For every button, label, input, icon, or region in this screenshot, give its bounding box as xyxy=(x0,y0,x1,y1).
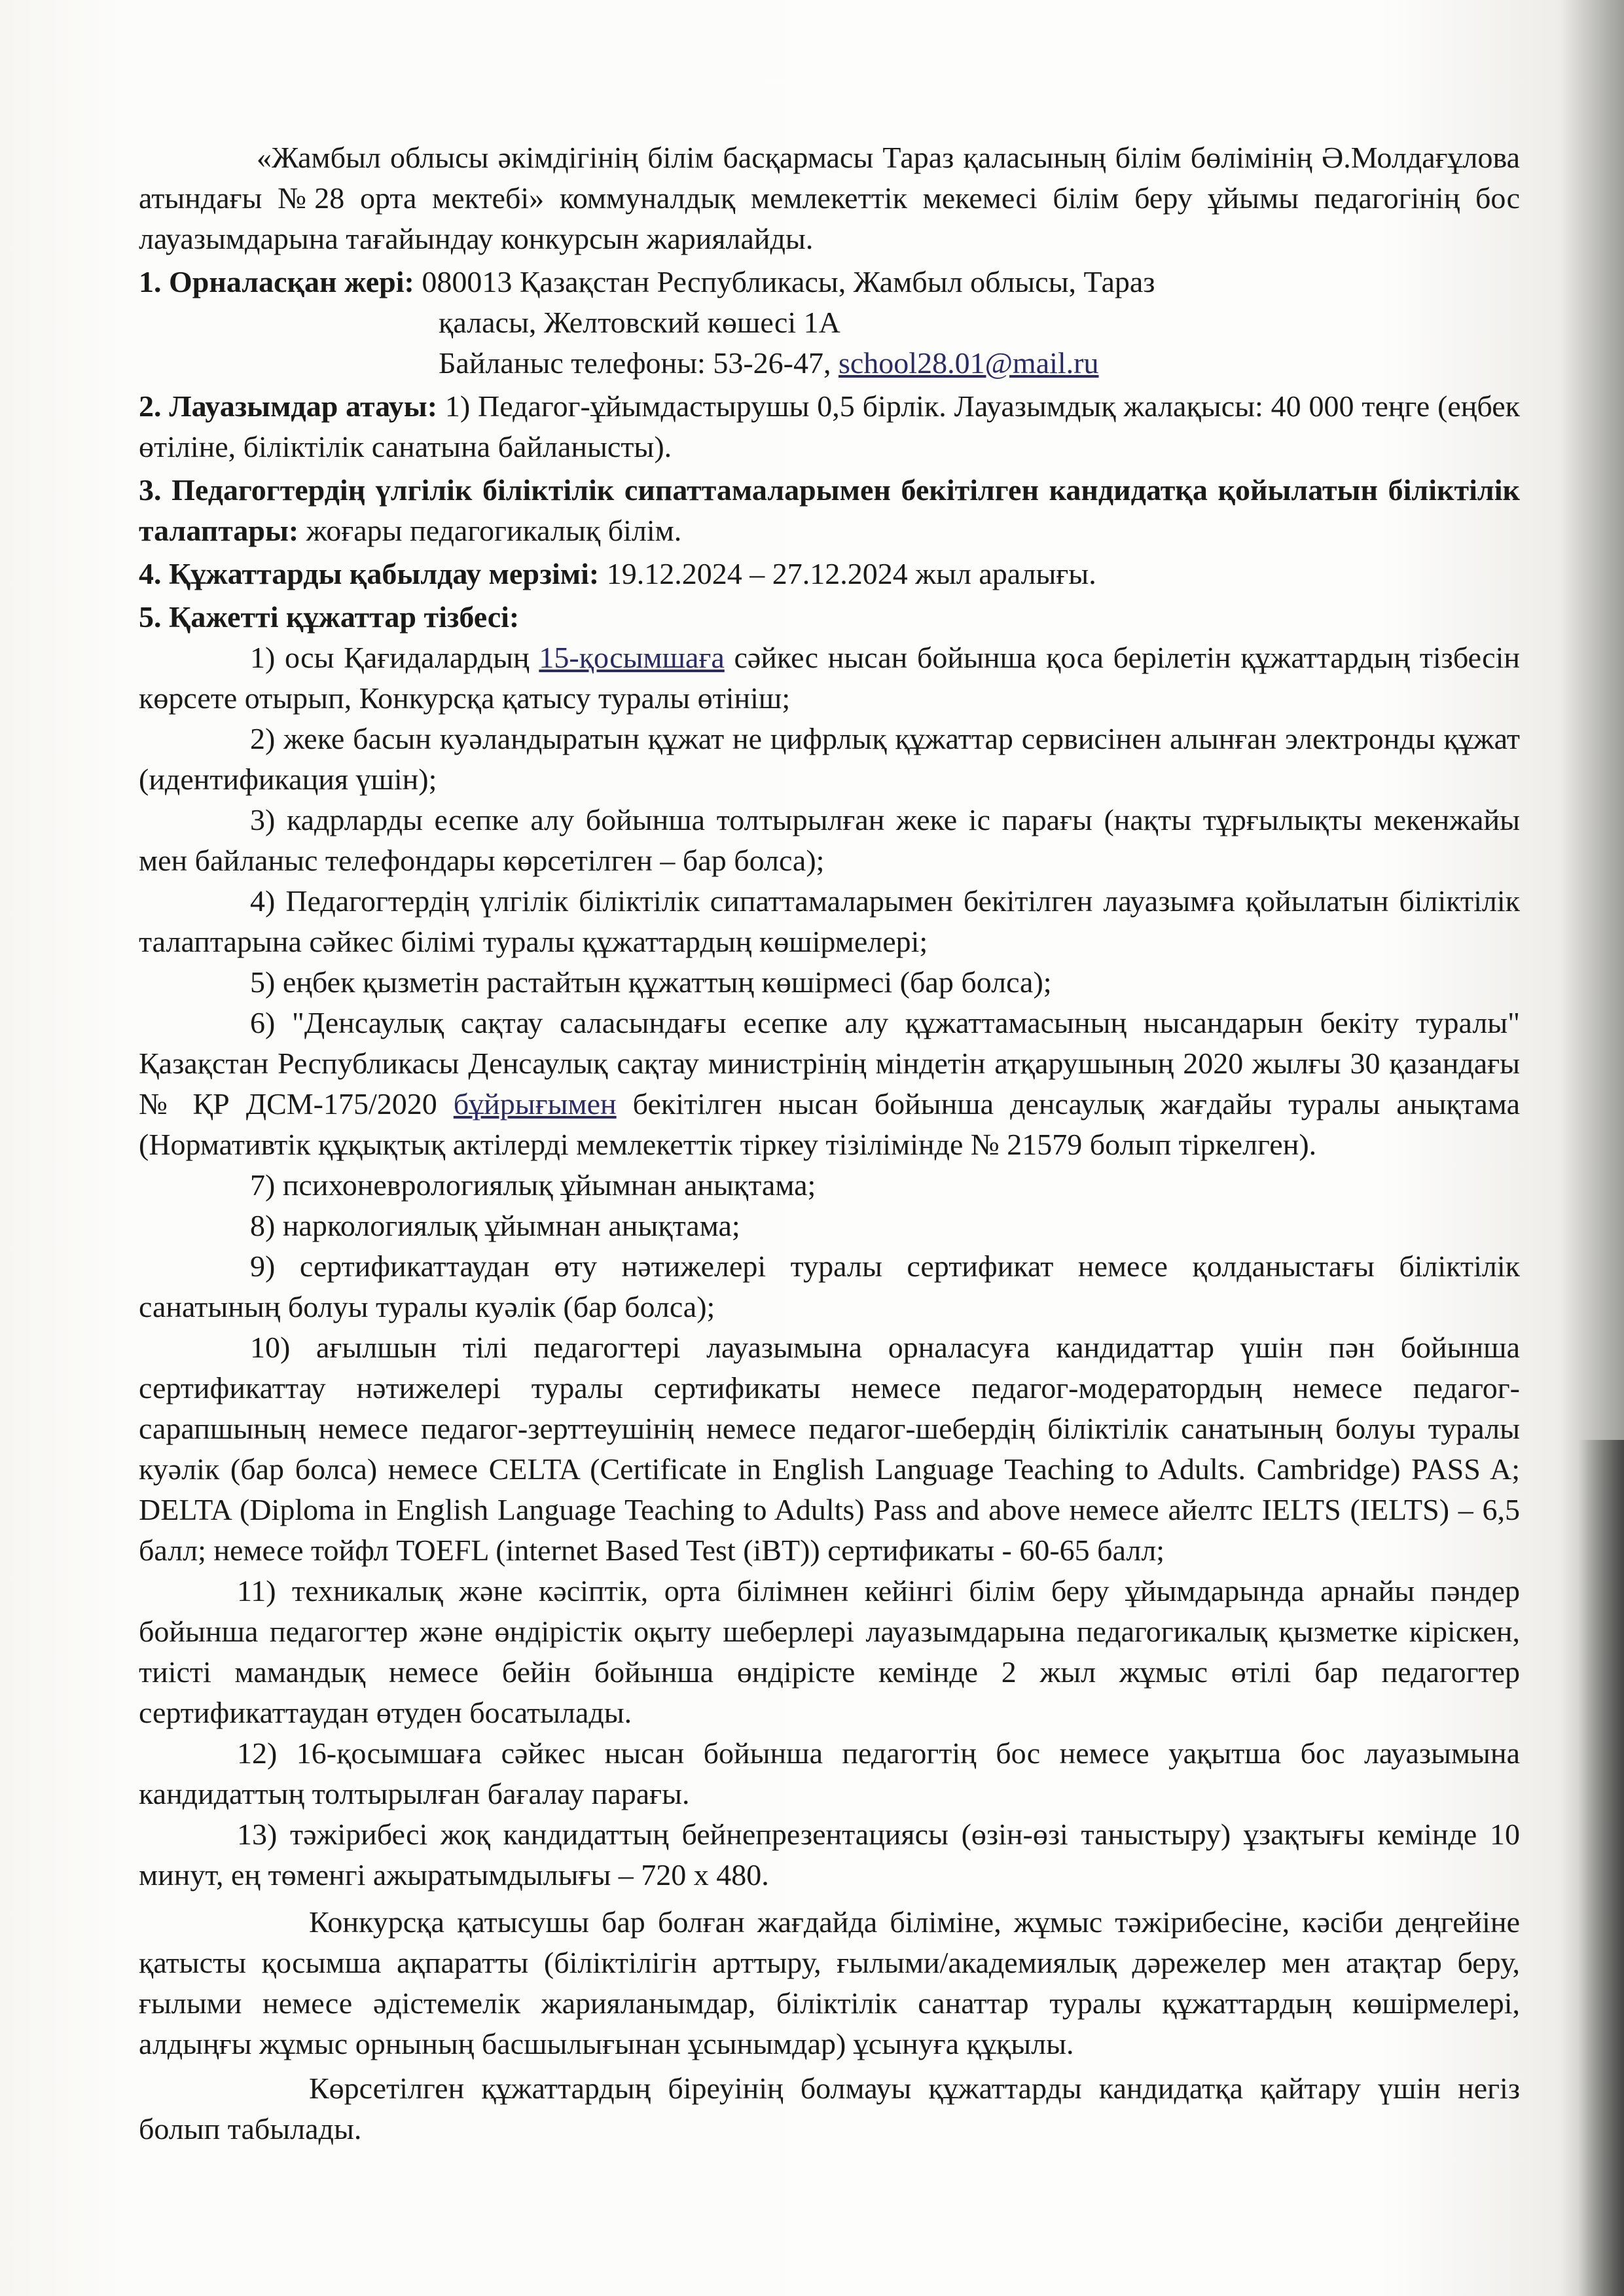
section-deadline-text: 19.12.2024 – 27.12.2024 жыл аралығы. xyxy=(599,557,1096,590)
doc-item-7: 7) психоневрологиялық ұйымнан анықтама; xyxy=(250,1168,816,1202)
doc-item-9: 9) сертификаттаудан өту нәтижелері туралы сертификат немесе қолданыстағы біліктілік санатының болуы туралы куәлік (бар болса); xyxy=(139,1249,1520,1323)
section-requirements-label: 3. Педагогтердің үлгілік біліктілік сипаттамаларымен бекітілген кандидатқа қойылатын біліктілік талаптары: xyxy=(139,473,1520,547)
document-body xyxy=(139,137,1520,2149)
note-missing-documents: Көрсетілген құжаттардың біреуінің болмауы құжаттарды кандидатқа қайтару үшін негіз болып табылады. xyxy=(139,2072,1520,2145)
doc-item-6-text-b: бекітілген нысан бойынша денсаулық жағдайы туралы анықтама (Нормативтік құқықтық актілерді мемлекеттік тіркеу тізілімінде № 21579 болып тіркелген). xyxy=(139,1087,1520,1161)
section-documents-heading xyxy=(139,597,1520,637)
section-location xyxy=(139,262,1520,302)
doc-item-6-text-a: 6) "Денсаулық сақтау саласындағы есепке алу құжаттамасының нысандарын бекіту туралы" Қазақстан Республикасы Денсаулық сақтау министрінің міндетін атқарушының 2020 жылғы 30 қазандағы № ҚР ДСМ-175/2020 xyxy=(139,1006,1520,1121)
section-location-line1: 080013 Қазақстан Республикасы, Жамбыл облысы, Тараз xyxy=(414,265,1155,298)
note-additional-info: Конкурсқа қатысушы бар болған жағдайда біліміне, жұмыс тәжірибесіне, кәсіби деңгейіне қатысты қосымша ақпаратты (біліктілігін арттыру, ғылыми/академиялық дәрежелер мен атақтар беру, ғылыми немесе әдістемелік жарияланымдар, біліктілік санаттар туралы құжаттардың көшірмелері, алдыңғы жұмыс орнының басшылығынан ұсынымдар) ұсынуға құқылы. xyxy=(139,1905,1520,2060)
section-positions-label: 2. Лауазымдар атауы: xyxy=(139,389,438,423)
doc-item-13: 13) тәжірибесі жоқ кандидаттың бейнепрезентациясы (өзін-өзі таныстыру) ұзақтығы кемінде 10 минут, ең төменгі ажыратымдылығы – 720 x 480. xyxy=(139,1818,1520,1892)
section-location-phone xyxy=(139,343,1520,384)
doc-item-1 xyxy=(139,637,1520,719)
section-location-line2: қаласы, Желтовский көшесі 1А xyxy=(439,306,840,339)
order-link[interactable]: бұйрығымен xyxy=(453,1087,617,1121)
appendix-15-link[interactable]: 15-қосымшаға xyxy=(539,641,725,674)
phone-text: Байланыс телефоны: 53-26-47, xyxy=(439,346,839,380)
intro-paragraph: «Жамбыл облысы әкімдігінің білім басқармасы Тараз қаласының білім бөлімінің Ә.Молдағұлова атындағы №28 орта мектебі» коммуналдық мемлекеттік мекемесі білім беру ұйымы педагогінің бос лауазымдарына тағайындау конкурсын жариялайды. xyxy=(139,141,1520,255)
doc-item-1-text-a: 1) осы Қағидалардың xyxy=(250,641,539,674)
doc-item-1-text-b: сәйкес нысан бойынша қоса берілетін құжаттардың тізбесін көрсете отырып, Конкурсқа қатысу туралы өтініш; xyxy=(139,641,1520,715)
section-deadline xyxy=(139,554,1520,594)
section-deadline-label: 4. Құжаттарды қабылдау мерзімі: xyxy=(139,557,600,590)
section-location-label: 1. Орналасқан жері: xyxy=(139,265,414,298)
doc-item-11: 11) техникалық және кәсіптік, орта білімнен кейінгі білім беру ұйымдарында арнайы пәндер бойынша педагогтер және өндірістік оқыту шеберлері лауазымдарына педагогикалық қызметке кіріскен, тиісті мамандық немесе бейін бойынша өндірісте кемінде 2 жыл жұмыс өтілі бар педагогтер сертификаттаудан өтуден босатылады. xyxy=(139,1574,1520,1729)
section-documents-label: 5. Қажетті құжаттар тізбесі: xyxy=(139,600,520,634)
scan-edge-shadow xyxy=(1578,1440,1624,2296)
doc-item-5: 5) еңбек қызметін растайтын құжаттың көшірмесі (бар болса); xyxy=(250,965,1052,999)
doc-item-12: 12) 16-қосымшаға сәйкес нысан бойынша педагогтің бос немесе уақытша бос лауазымына кандидаттың толтырылған бағалау парағы. xyxy=(139,1736,1520,1810)
doc-item-10: 10) ағылшын тілі педагогтері лауазымына орналасуға кандидаттар үшін пән бойынша сертификаттау нәтижелері туралы сертификаты немесе педагог-модератордың немесе педагог-сарапшының немесе педагог-зерттеушінің немесе педагог-шебердің біліктілік санатының болуы туралы куәлік (бар болса) немесе CELTA (Certificate in English Language Teaching to Adults. Cambridge) PASS A; DELTA (Diploma in English Language Teaching to Adults) Pass and above немесе айелтс IELTS (IELTS) – 6,5 балл; немесе тойфл TOEFL (internet Based Test (iBT)) сертификаты - 60-65 балл; xyxy=(139,1331,1520,1567)
doc-item-3: 3) кадрларды есепке алу бойынша толтырылған жеке іс парағы (нақты тұрғылықты мекенжайы мен байланыс телефондары көрсетілген – бар болса); xyxy=(139,803,1520,877)
doc-item-4: 4) Педагогтердің үлгілік біліктілік сипаттамаларымен бекітілген лауазымға қойылатын біліктілік талаптарына сәйкес білімі туралы құжаттардың көшірмелері; xyxy=(139,884,1520,958)
email-link[interactable]: school28.01@mail.ru xyxy=(838,346,1099,380)
doc-item-2: 2) жеке басын куәландыратын құжат не цифрлық құжаттар сервисінен алынған электронды құжат (идентификация үшін); xyxy=(139,722,1520,796)
doc-item-8: 8) наркологиялық ұйымнан анықтама; xyxy=(250,1209,740,1242)
section-requirements-text: жоғары педагогикалық білім. xyxy=(298,514,682,547)
section-requirements xyxy=(139,470,1520,551)
section-positions-text: 1) Педагог-ұйымдастырушы 0,5 бірлік. Лауазымдық жалақысы: 40 000 теңге (еңбек өтіліне, біліктілік санатына байланысты). xyxy=(139,389,1520,463)
section-positions xyxy=(139,386,1520,467)
doc-item-6 xyxy=(139,1003,1520,1165)
